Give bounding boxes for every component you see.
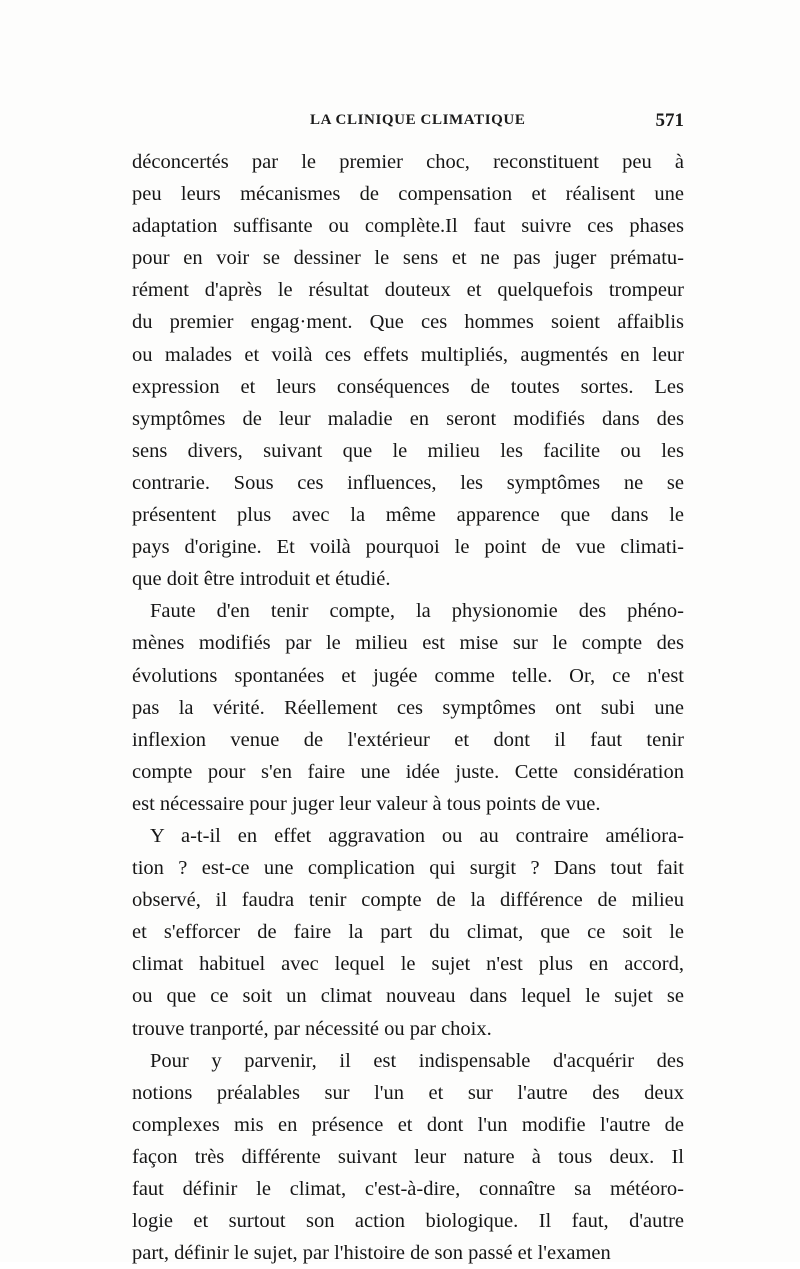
- text-line: complexes mis en présence et dont l'un modifie l'autre de: [132, 1113, 684, 1136]
- paragraph: [132, 146, 684, 595]
- running-head: LA CLINIQUE CLIMATIQUE: [310, 112, 526, 128]
- text-line: Y a-t-il en effet aggravation ou au contraire améliora-: [150, 824, 684, 847]
- text-line: sens divers, suivant que le milieu les facilite ou les: [132, 439, 684, 462]
- text-line: tion ? est-ce une complication qui surgit ? Dans tout fait: [132, 857, 684, 880]
- text-line: compte pour s'en faire une idée juste. Cette considération: [132, 760, 684, 783]
- text-line: trouve tranporté, par nécessité ou par choix.: [132, 1017, 492, 1040]
- text-line: faut définir le climat, c'est-à-dire, connaître sa météoro-: [132, 1178, 684, 1200]
- text-line: notions préalables sur l'un et sur l'autre des deux: [132, 1081, 684, 1104]
- text-line: est nécessaire pour juger leur valeur à tous points de vue.: [132, 792, 601, 815]
- text-line: climat habituel avec lequel le sujet n'est plus en accord,: [132, 953, 684, 976]
- text-line: que doit être introduit et étudié.: [132, 568, 391, 591]
- text-line: pays d'origine. Et voilà pourquoi le point de vue climati-: [132, 536, 684, 559]
- text-line: rément d'après le résultat douteux et quelquefois trompeur: [132, 279, 684, 302]
- text-line: contrarie. Sous ces influences, les symptômes ne se: [132, 471, 684, 494]
- text-line: pas la vérité. Réellement ces symptômes ont subi une: [132, 696, 684, 719]
- text-line: symptômes de leur maladie en seront modifiés dans des: [132, 407, 684, 430]
- text-line: façon très différente suivant leur nature à tous deux. Il: [132, 1145, 684, 1168]
- text-line: Faute d'en tenir compte, la physionomie des phéno-: [150, 600, 684, 623]
- text-line: ou que ce soit un climat nouveau dans lequel le sujet se: [132, 985, 684, 1008]
- text-line: déconcertés par le premier choc, reconstituent peu à: [132, 151, 684, 173]
- text-line: du premier engag·ment. Que ces hommes soient affaiblis: [132, 311, 684, 334]
- page-header: [132, 112, 684, 136]
- text-line: peu leurs mécanismes de compensation et réalisent une: [132, 183, 684, 206]
- page-number: 571: [655, 110, 684, 131]
- text-line: expression et leurs conséquences de toutes sortes. Les: [132, 375, 684, 398]
- paragraph: [132, 820, 684, 1045]
- text-line: adaptation suffisante ou complète.Il faut suivre ces phases: [132, 215, 684, 238]
- text-line: ou malades et voilà ces effets multipliés, augmentés en leur: [132, 343, 684, 366]
- text-line: part, définir le sujet, par l'histoire de son passé et l'examen: [132, 1242, 611, 1265]
- text-line: et s'efforcer de faire la part du climat, que ce soit le: [132, 921, 684, 944]
- text-line: évolutions spontanées et jugée comme telle. Or, ce n'est: [132, 664, 684, 687]
- paragraph: [132, 595, 684, 820]
- text-line: présentent plus avec la même apparence que dans le: [132, 504, 684, 527]
- text-line: inflexion venue de l'extérieur et dont il faut tenir: [132, 728, 684, 751]
- text-line: Pour y parvenir, il est indispensable d'acquérir des: [150, 1049, 684, 1072]
- text-line: mènes modifiés par le milieu est mise sur le compte des: [132, 632, 684, 655]
- text-line: pour en voir se dessiner le sens et ne pas juger prématu-: [132, 247, 684, 270]
- text-line: observé, il faudra tenir compte de la différence de milieu: [132, 889, 684, 912]
- text-line: logie et surtout son action biologique. Il faut, d'autre: [132, 1210, 684, 1233]
- body-text: [132, 146, 684, 1269]
- paragraph: [132, 1045, 684, 1269]
